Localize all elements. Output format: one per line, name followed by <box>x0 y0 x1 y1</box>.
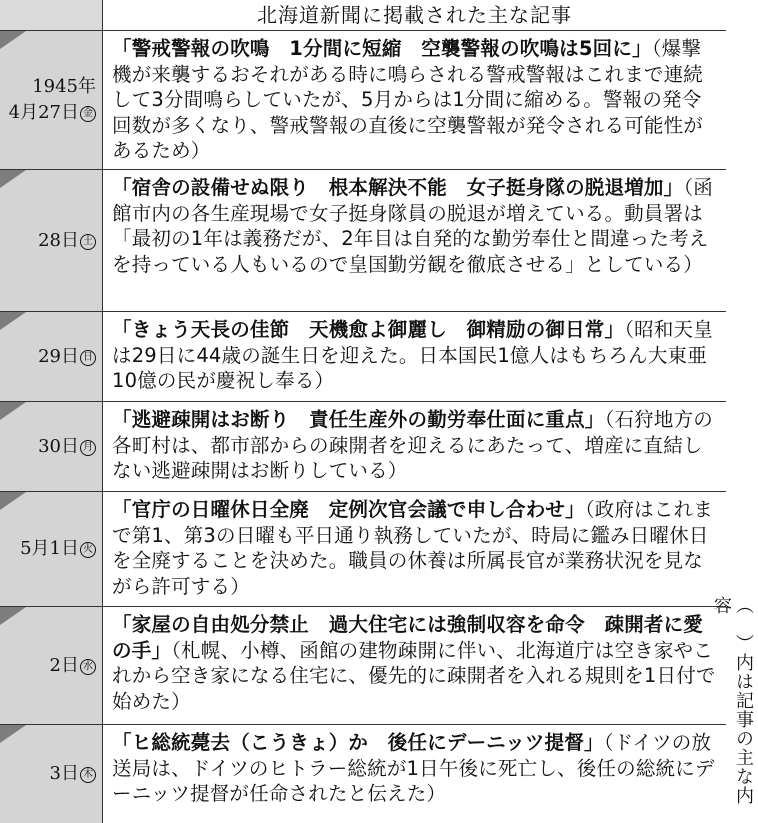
date-label <box>9 74 96 126</box>
weekday-badge: 土 <box>80 234 96 250</box>
table-row <box>0 170 726 311</box>
row-divider <box>0 401 726 402</box>
article-headline: 「きょう天長の佳節 天機愈よ御麗し 御精励の御日常」 <box>112 318 625 341</box>
table-row <box>0 492 726 606</box>
date-cell <box>0 607 102 724</box>
weekday-badge: 金 <box>80 106 96 122</box>
article-summary: （札幌、小樽、函館の建物疎開に伴い、北海道庁は空き家やこれから空き家になる住宅に、優先的に疎開者を入れる規則を1日付で始めた） <box>112 638 716 713</box>
row-divider <box>0 606 726 607</box>
article-summary: （政府はこれまで第1、第3の日曜も平日通り執務していたが、時局に鑑み日曜休日を全廃することを決めた。職員の休養は所属長官が業務状況を見ながら許可する） <box>112 498 713 598</box>
weekday-badge: 月 <box>80 440 96 456</box>
date-year: 1945年 <box>32 76 96 97</box>
date-day: 3日 <box>49 763 79 784</box>
date-cell <box>0 31 102 169</box>
weekday-badge: 木 <box>80 767 96 783</box>
date-day: 4月27日 <box>8 102 79 123</box>
article-content <box>112 497 720 599</box>
table-title: 北海道新聞に掲載された主な記事 <box>257 3 572 27</box>
article-summary: （ドイツの放送局は、ドイツのヒトラー総統が1日午後に死亡し、後任の総統にデーニッツ提督が任命されたと伝えた） <box>112 731 715 805</box>
date-cell <box>0 492 102 606</box>
article-headline: 「ヒ総統薨去（こうきょ）か 後任にデーニッツ提督」 <box>112 731 604 754</box>
date-cell <box>0 725 102 823</box>
row-divider <box>0 30 726 31</box>
row-divider <box>0 724 726 725</box>
article-content <box>112 612 720 714</box>
date-day: 5月1日 <box>20 538 79 559</box>
weekday-badge: 火 <box>80 542 96 558</box>
article-content <box>112 36 720 164</box>
table-row <box>0 312 726 401</box>
date-day: 29日 <box>38 345 79 367</box>
article-content <box>112 730 720 807</box>
table-row <box>0 725 726 823</box>
article-summary: （石狩地方の各町村は、都市部からの疎開者を迎えるにあたって、増産に直結しない逃避疎開はお断りしている） <box>112 408 713 482</box>
row-divider <box>0 491 726 492</box>
date-cell <box>0 170 102 311</box>
date-label <box>50 761 96 787</box>
article-summary: （函館市内の各生産現場で女子挺身隊員の脱退が増えている。動員署は「最初の1年は義務だが、2年目は自発的な勤労奉仕と間違った考えを持っている人もいるので皇国勤労観を徹底させる」としている） <box>112 176 713 276</box>
article-content <box>112 175 720 277</box>
date-day: 30日 <box>38 435 79 457</box>
article-headline: 「逃避疎開はお断り 責任生産外の勤労奉仕面に重点」 <box>112 408 605 431</box>
row-divider <box>0 169 726 170</box>
table-row <box>0 402 726 491</box>
article-headline: 「官庁の日曜休日全廃 定例次官会議で申し合わせ」 <box>112 498 585 521</box>
date-cell <box>0 402 102 491</box>
article-content <box>112 407 720 484</box>
date-label <box>50 653 96 679</box>
weekday-badge: 日 <box>80 350 96 366</box>
date-day: 2日 <box>49 654 79 676</box>
date-cell <box>0 312 102 401</box>
side-note: （ ）内は記事の主な内容 <box>711 596 754 805</box>
date-day: 28日 <box>38 229 79 251</box>
date-label <box>38 228 96 254</box>
weekday-badge: 水 <box>80 659 96 675</box>
article-summary: （爆撃機が来襲するおそれがある時に鳴らされる警戒警報はこれまで連続して3分間鳴らしていたが、5月からは1分間に縮める。警報の発令回数が多くなり、警戒警報の直後に空襲警報が発令される可能性があるため） <box>112 37 704 162</box>
article-content <box>112 317 720 394</box>
article-headline: 「警戒警報の吹鳴 1分間に短縮 空襲警報の吹鳴は5回に」 <box>112 37 652 60</box>
column-divider <box>102 0 103 823</box>
date-label <box>20 536 96 562</box>
date-label <box>38 434 96 460</box>
table-row <box>0 31 726 169</box>
article-headline: 「宿舎の設備せぬ限り 根本解決不能 女子挺身隊の脱退増加」 <box>112 176 684 199</box>
header-date-cell <box>0 0 102 30</box>
article-headline: 「家屋の自由処分禁止 過大住宅には強制収容を命令 疎開者に愛の手」 <box>112 613 704 662</box>
row-divider <box>0 311 726 312</box>
article-summary: （昭和天皇は29日に44歳の誕生日を迎えた。日本国民1億人はもちろん大東亜10億の民が慶祝し奉る） <box>112 318 713 392</box>
date-label <box>38 344 96 370</box>
table-row <box>0 607 726 724</box>
